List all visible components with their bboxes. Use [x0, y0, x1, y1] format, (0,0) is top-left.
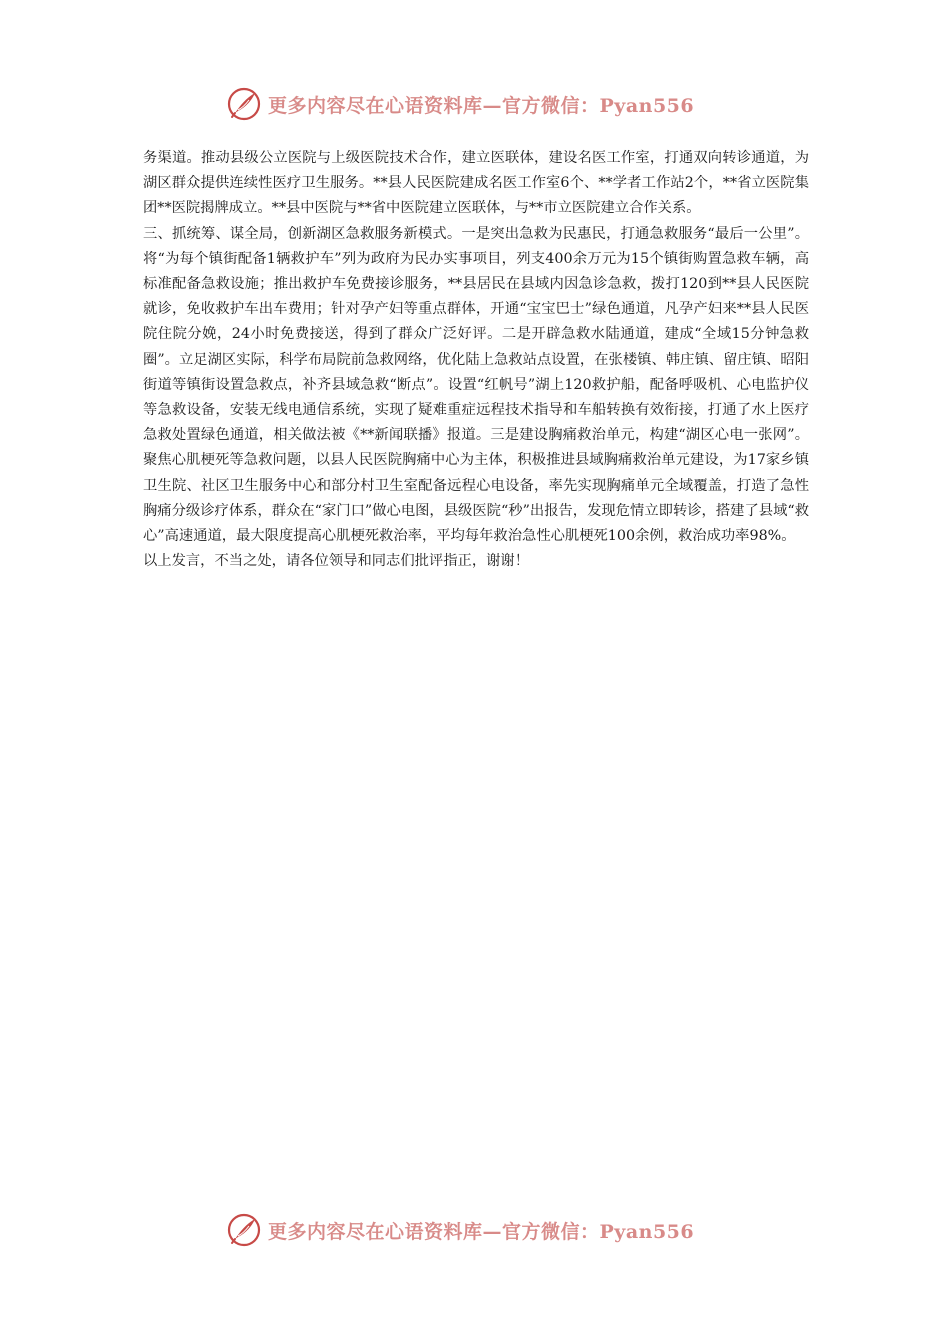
- watermark-text: 更多内容尽在心语资料库—官方微信：Pyan556: [268, 94, 695, 117]
- quill-logo-icon: [226, 1212, 262, 1248]
- quill-logo-icon: [226, 86, 262, 122]
- watermark-text: 更多内容尽在心语资料库—官方微信：Pyan556: [268, 1220, 695, 1243]
- paragraph-section-three: 三、抓统筹、谋全局，创新湖区急救服务新模式。一是突出急救为民惠民，打通急救服务“最后一公里”。将“为每个镇街配备1辆救护车”列为政府为民办实事项目，列支400余万元为15个镇街购置急救车辆，高标准配备急救设施；推出救护车免费接诊服务，**县居民在县域内因急诊急救，拨打120到**县人民医院就诊，免收救护车出车费用；针对孕产妇等重点群体，开通“宝宝巴士”绿色通道，凡孕产妇来**县人民医院住院分娩，24小时免费接送，得到了群众广泛好评。二是开辟急救水陆通道，建成“全域15分钟急救圈”。立足湖区实际，科学布局院前急救网络，优化陆上急救站点设置，在张楼镇、韩庄镇、留庄镇、昭阳街道等镇街设置急救点，补齐县域急救“断点”。设置“红帆号”湖上120救护船，配备呼吸机、心电监护仪等急救设备，安装无线电通信系统，实现了疑难重症远程技术指导和车船转换有效衔接，打通了水上医疗急救处置绿色通道，相关做法被《**新闻联播》报道。三是建设胸痛救治单元，构建“湖区心电一张网”。聚焦心肌梗死等急救问题，以县人民医院胸痛中心为主体，积极推进县域胸痛救治单元建设，为17家乡镇卫生院、社区卫生服务中心和部分村卫生室配备远程心电设备，率先实现胸痛单元全域覆盖，打造了急性胸痛分级诊疗体系，群众在“家门口”做心电图，县级医院“秒”出报告，发现危情立即转诊，搭建了县域“救心”高速通道，最大限度提高心肌梗死救治率，平均每年救治急性心肌梗死100余例，救治成功率98%。: [143, 225, 809, 545]
- header-watermark: [226, 84, 694, 124]
- document-body: [143, 146, 809, 574]
- paragraph-closing: 以上发言，不当之处，请各位领导和同志们批评指正，谢谢！: [143, 553, 530, 570]
- paragraph-continuation: 务渠道。推动县级公立医院与上级医院技术合作，建立医联体，建设名医工作室，打通双向转诊通道，为湖区群众提供连续性医疗卫生服务。**县人民医院建成名医工作室6个、**学者工作站2个，**省立医院集团**医院揭牌成立。**县中医院与**省中医院建立医联体，与**市立医院建立合作关系。: [143, 150, 809, 217]
- footer-watermark: [226, 1210, 694, 1250]
